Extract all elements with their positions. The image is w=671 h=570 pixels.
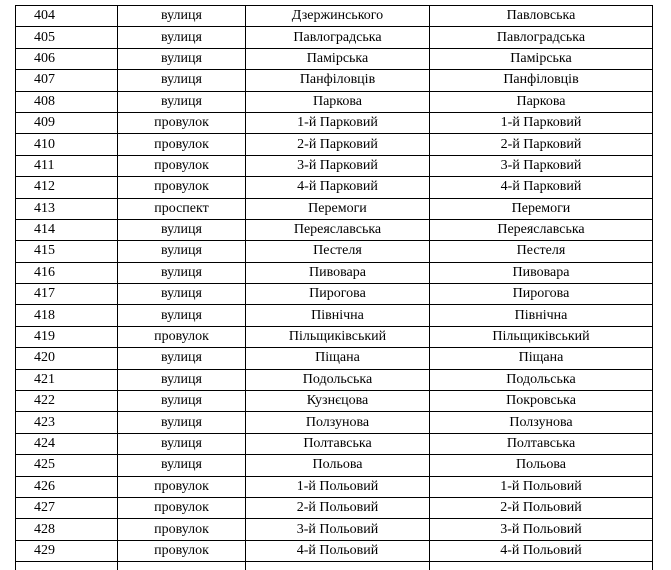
old-name-cell: Ползунова [246, 412, 430, 433]
object-type-cell: проспект [118, 198, 246, 219]
new-name-cell: Павлоградська [430, 27, 653, 48]
old-name-cell: Паркова [246, 91, 430, 112]
old-name-cell: Панфіловців [246, 70, 430, 91]
table-row [16, 155, 653, 176]
row-number-cell: 412 [16, 177, 118, 198]
new-name-cell: Панфіловців [430, 70, 653, 91]
table-row [16, 433, 653, 454]
row-number-cell: 425 [16, 455, 118, 476]
row-number-cell: 418 [16, 305, 118, 326]
table-row [16, 198, 653, 219]
object-type-cell: вулиця [118, 305, 246, 326]
street-rename-table [15, 5, 653, 570]
table-row [16, 519, 653, 540]
row-number-cell: 423 [16, 412, 118, 433]
table-row [16, 177, 653, 198]
table-row-partial [16, 562, 653, 570]
old-name-cell: Піщана [246, 348, 430, 369]
object-type-cell: вулиця [118, 433, 246, 454]
new-name-cell: Північна [430, 305, 653, 326]
new-name-cell: Перемоги [430, 198, 653, 219]
object-type-cell: провулок [118, 497, 246, 518]
new-name-cell: Переяславська [430, 219, 653, 240]
object-type-cell: провулок [118, 540, 246, 561]
row-number-cell: 421 [16, 369, 118, 390]
row-number-cell: 428 [16, 519, 118, 540]
new-name-cell: Польова [430, 455, 653, 476]
object-type-cell: вулиця [118, 48, 246, 69]
table-row [16, 134, 653, 155]
object-type-cell: провулок [118, 177, 246, 198]
old-name-cell: Пивовара [246, 262, 430, 283]
row-number-cell: 426 [16, 476, 118, 497]
row-number-cell: 427 [16, 497, 118, 518]
table-row [16, 305, 653, 326]
row-number-cell: 413 [16, 198, 118, 219]
old-name-cell: Подольська [246, 369, 430, 390]
row-number-cell: 429 [16, 540, 118, 561]
old-name-cell: Памірська [246, 48, 430, 69]
row-number-cell: 410 [16, 134, 118, 155]
row-number-cell: 420 [16, 348, 118, 369]
object-type-cell: провулок [118, 134, 246, 155]
table-row [16, 348, 653, 369]
old-name-cell: 3-й Польовий [246, 519, 430, 540]
object-type-cell: вулиця [118, 412, 246, 433]
table-row [16, 391, 653, 412]
row-number-cell: 415 [16, 241, 118, 262]
row-number-cell: 422 [16, 391, 118, 412]
table-row [16, 476, 653, 497]
new-name-cell: Памірська [430, 48, 653, 69]
empty-cell [118, 562, 246, 570]
table-row [16, 284, 653, 305]
new-name-cell: 2-й Парковий [430, 134, 653, 155]
old-name-cell: 4-й Парковий [246, 177, 430, 198]
object-type-cell: вулиця [118, 262, 246, 283]
empty-cell [246, 562, 430, 570]
table-row [16, 326, 653, 347]
table-row [16, 219, 653, 240]
old-name-cell: 2-й Парковий [246, 134, 430, 155]
table-row [16, 241, 653, 262]
row-number-cell: 419 [16, 326, 118, 347]
old-name-cell: Пільщиківський [246, 326, 430, 347]
old-name-cell: Павлоградська [246, 27, 430, 48]
row-number-cell: 409 [16, 112, 118, 133]
row-number-cell: 424 [16, 433, 118, 454]
old-name-cell: 2-й Польовий [246, 497, 430, 518]
new-name-cell: 1-й Парковий [430, 112, 653, 133]
row-number-cell: 404 [16, 6, 118, 27]
new-name-cell: 2-й Польовий [430, 497, 653, 518]
object-type-cell: вулиця [118, 284, 246, 305]
object-type-cell: вулиця [118, 70, 246, 91]
row-number-cell: 408 [16, 91, 118, 112]
new-name-cell: Покровська [430, 391, 653, 412]
table-row [16, 112, 653, 133]
new-name-cell: 1-й Польовий [430, 476, 653, 497]
row-number-cell: 416 [16, 262, 118, 283]
object-type-cell: вулиця [118, 369, 246, 390]
new-name-cell: 4-й Парковий [430, 177, 653, 198]
table-row [16, 27, 653, 48]
new-name-cell: Пестеля [430, 241, 653, 262]
old-name-cell: Полтавська [246, 433, 430, 454]
table-row [16, 369, 653, 390]
new-name-cell: Пирогова [430, 284, 653, 305]
new-name-cell: Ползунова [430, 412, 653, 433]
old-name-cell: Пирогова [246, 284, 430, 305]
row-number-cell: 414 [16, 219, 118, 240]
new-name-cell: Павловська [430, 6, 653, 27]
empty-cell [430, 562, 653, 570]
row-number-cell: 405 [16, 27, 118, 48]
table-row [16, 91, 653, 112]
old-name-cell: 1-й Польовий [246, 476, 430, 497]
row-number-cell: 407 [16, 70, 118, 91]
old-name-cell: 3-й Парковий [246, 155, 430, 176]
row-number-cell: 417 [16, 284, 118, 305]
table-row [16, 412, 653, 433]
row-number-cell: 411 [16, 155, 118, 176]
table-row [16, 455, 653, 476]
object-type-cell: вулиця [118, 241, 246, 262]
new-name-cell: Піщана [430, 348, 653, 369]
empty-cell [16, 562, 118, 570]
object-type-cell: провулок [118, 112, 246, 133]
old-name-cell: Перемоги [246, 198, 430, 219]
table-row [16, 540, 653, 561]
object-type-cell: вулиця [118, 391, 246, 412]
new-name-cell: Подольська [430, 369, 653, 390]
table-row [16, 497, 653, 518]
table-body [16, 6, 653, 570]
object-type-cell: провулок [118, 476, 246, 497]
old-name-cell: Переяславська [246, 219, 430, 240]
new-name-cell: Пивовара [430, 262, 653, 283]
row-number-cell: 406 [16, 48, 118, 69]
object-type-cell: вулиця [118, 6, 246, 27]
old-name-cell: Північна [246, 305, 430, 326]
old-name-cell: Польова [246, 455, 430, 476]
object-type-cell: вулиця [118, 455, 246, 476]
table-row [16, 48, 653, 69]
old-name-cell: 4-й Польовий [246, 540, 430, 561]
object-type-cell: вулиця [118, 219, 246, 240]
new-name-cell: 3-й Польовий [430, 519, 653, 540]
old-name-cell: Дзержинського [246, 6, 430, 27]
new-name-cell: 4-й Польовий [430, 540, 653, 561]
table-row [16, 262, 653, 283]
old-name-cell: Кузнєцова [246, 391, 430, 412]
new-name-cell: Паркова [430, 91, 653, 112]
object-type-cell: провулок [118, 519, 246, 540]
old-name-cell: 1-й Парковий [246, 112, 430, 133]
table-row [16, 70, 653, 91]
object-type-cell: вулиця [118, 27, 246, 48]
old-name-cell: Пестеля [246, 241, 430, 262]
new-name-cell: 3-й Парковий [430, 155, 653, 176]
object-type-cell: вулиця [118, 91, 246, 112]
object-type-cell: провулок [118, 326, 246, 347]
new-name-cell: Полтавська [430, 433, 653, 454]
table-row [16, 6, 653, 27]
new-name-cell: Пільщиківський [430, 326, 653, 347]
object-type-cell: вулиця [118, 348, 246, 369]
object-type-cell: провулок [118, 155, 246, 176]
